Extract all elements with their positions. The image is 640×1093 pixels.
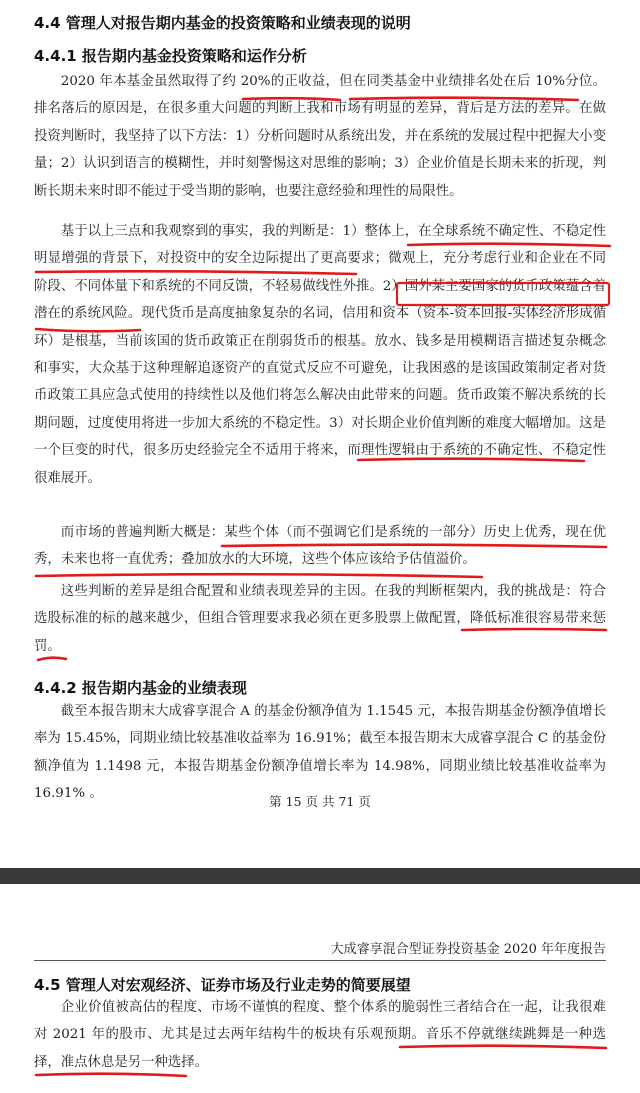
report-page-16 <box>0 884 640 1093</box>
header-rule <box>34 960 606 961</box>
section-4-5-title: 4.5 管理人对宏观经济、证券市场及行业走势的简要展望 <box>34 976 411 994</box>
page-separator <box>0 868 640 884</box>
running-head: 大成睿享混合型证券投资基金 2020 年年度报告 <box>330 942 606 957</box>
strategy-paragraph-3: 而市场的普遍判断大概是：某些个体（而不强调它们是系统的一部分）历史上优秀，现在优秀，未来也将一直优秀；叠加放水的大环境，这些个体应该给予估值溢价。 <box>34 525 606 568</box>
strategy-paragraph-1: 2020 年本基金虽然取得了约 20%的正收益，但在同类基金中业绩排名处在后 10%分位。排名落后的原因是，在很多重大问题的判断上我和市场有明显的差异，背后是方法的差异。在做投资判断时，我坚持了以下方法：1）分析问题时从系统出发，并在系统的发展过程中把握大小变量；2）认识到语言的模糊性，并时刻警惕这对思维的影响；3）企业价值是长期未来的折现，判断长期未来时即不能过于受当期的影响，也要注意经验和理性的局限性。 <box>34 74 606 199</box>
page-footer: 第 15 页 共 71 页 <box>269 794 371 809</box>
strategy-paragraph-2: 基于以上三点和我观察到的事实，我的判断是：1）整体上，在全球系统不确定性、不稳定性明显增强的背景下，对投资中的安全边际提出了更高要求；微观上，充分考虑行业和企业在不同阶段、不同体量下和系统的不同反馈，不轻易做线性外推。2）国外某主要国家的货币政策蕴含着潜在的系统风险。现代货币是高度抽象复杂的名词，信用和资本（资本-资本回报-实体经济形成循环）是根基，当前该国的货币政策正在削弱货币的根基。放水、钱多是用模糊语言描述复杂概念和事实，大众基于这种理解追逐资产的直觉式反应不可避免，让我困惑的是该国政策制定者对货币政策工具应急式使用的持续性以及他们将怎么解决由此带来的问题。货币政策不解决系统的长期问题，过度使用将进一步加大系统的不稳定性。3）对长期企业价值判断的难度大幅增加。这是一个巨变的时代，很多历史经验完全不适用于将来，而理性逻辑由于系统的不确定性、不稳定性很难展开。 <box>34 224 606 486</box>
section-4-4-2-title: 4.4.2 报告期内基金的业绩表现 <box>34 679 247 697</box>
section-4-4-1-title: 4.4.1 报告期内基金投资策略和运作分析 <box>34 47 307 65</box>
performance-paragraph: 截至本报告期末大成睿享混合 A 的基金份额净值为 1.1545 元，本报告期基金份额净值增长率为 15.45%，同期业绩比较基准收益率为 16.91%；截至本报告期末大成睿享混合 C 的基金份额净值为 1.1498 元，本报告期基金份额净值增长率为 14.98%，同期业绩比较基准收益率为 16.91% 。 <box>34 704 606 802</box>
outlook-paragraph: 企业价值被高估的程度、市场不谨慎的程度、整个体系的脆弱性三者结合在一起，让我很难对 2021 年的股市、尤其是过去两年结构牛的板块有乐观预期。音乐不停就继续跳舞是一种选择，准点休息是另一种选择。 <box>34 1000 606 1070</box>
strategy-paragraph-4: 这些判断的差异是组合配置和业绩表现差异的主因。在我的判断框架内，我的挑战是：符合选股标准的标的越来越少，但组合管理要求我必须在更多股票上做配置，降低标准很容易带来惩罚。 <box>34 584 606 654</box>
section-4-4-title: 4.4 管理人对报告期内基金的投资策略和业绩表现的说明 <box>34 14 411 32</box>
